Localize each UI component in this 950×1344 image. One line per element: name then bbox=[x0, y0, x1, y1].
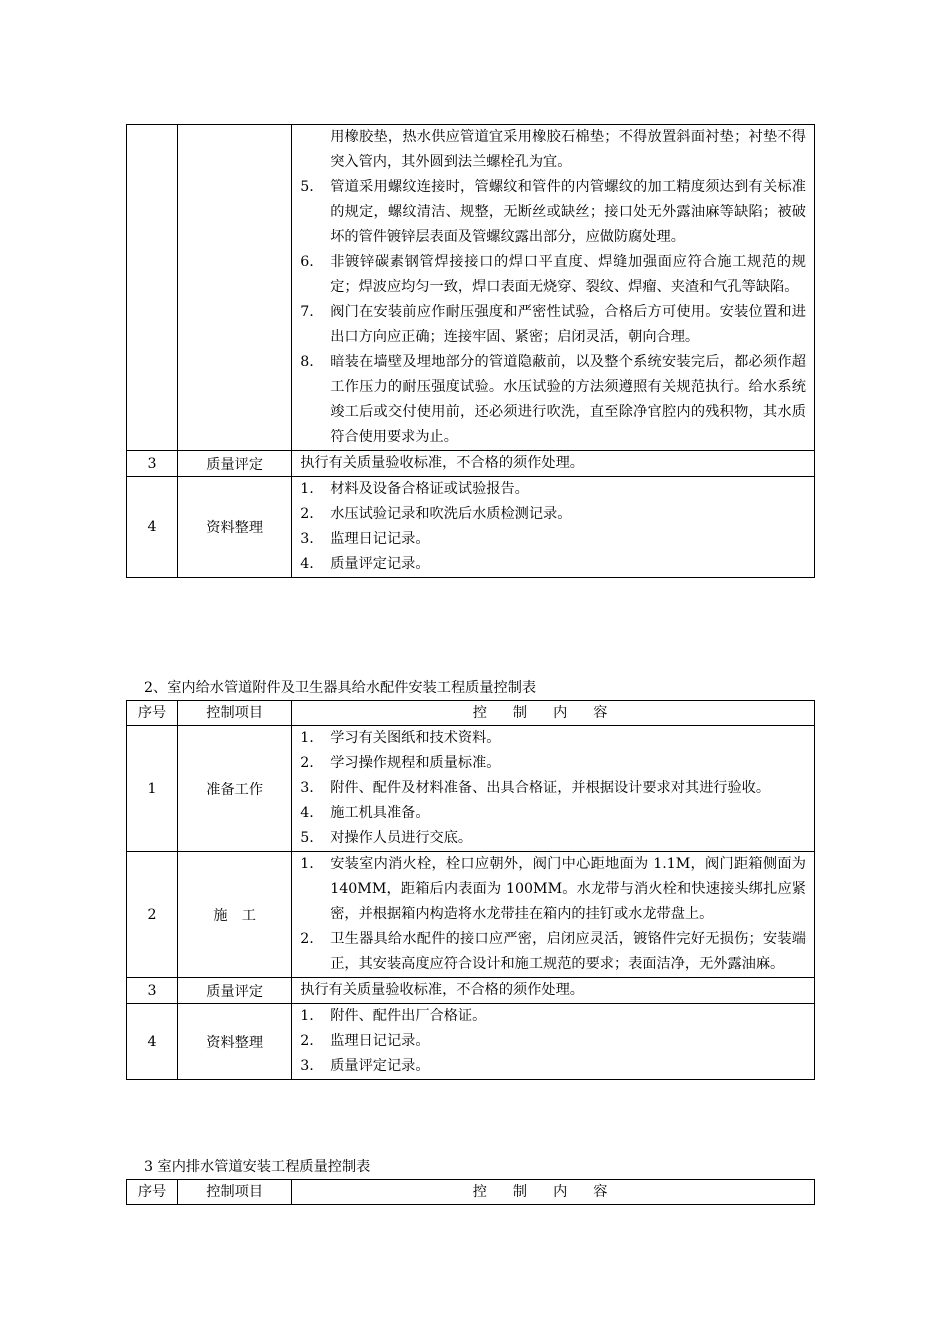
list-item: 5. 管道采用螺纹连接时，管螺纹和管件的内管螺纹的加工精度须达到有关标准的规定，螺纹清洁、规整，无断丝或缺丝；接口处无外露油麻等缺陷；被破坏的管件镀锌层表面及管螺纹露出部分，应做防腐处理。 bbox=[300, 179, 806, 245]
table-3 bbox=[126, 1179, 815, 1205]
table-header-row: 序号 控制项目 控制内容 bbox=[127, 1180, 815, 1205]
list-item: 1. 材料及设备合格证或试验报告。 bbox=[300, 481, 529, 497]
list-item: 2. 监理日记记录。 bbox=[300, 1033, 430, 1049]
table-1-continued bbox=[126, 124, 815, 578]
table-row: 1 准备工作 1. 学习有关图纸和技术资料。 2. 学习操作规程和质量标准。 3. 附件、配件及材料准备、出具合格证，并根据设计要求对其进行验收。 4. 施工机具准备。 5. 对操作人员进行交底。 bbox=[127, 726, 815, 852]
table-row: 4 资料整理 1. 材料及设备合格证或试验报告。 2. 水压试验记录和吹洗后水质检测记录。 3. 监理日记记录。 4. 质量评定记录。 bbox=[127, 477, 815, 578]
table-3-caption: 3 室内排水管道安装工程质量控制表 bbox=[144, 1159, 371, 1175]
list-item: 6. 非镀锌碳素钢管焊接接口的焊口平直度、焊缝加强面应符合施工规范的规定；焊波应均匀一致，焊口表面无烧穿、裂纹、焊瘤、夹渣和气孔等缺陷。 bbox=[300, 254, 806, 295]
table-row: 3 质量评定 执行有关质量验收标准，不合格的须作处理。 bbox=[127, 451, 815, 477]
list-item: 5. 对操作人员进行交底。 bbox=[300, 830, 473, 846]
list-item: 2. 卫生器具给水配件的接口应严密，启闭应灵活，镀铬件完好无损伤；安装端正，其安装高度应符合设计和施工规范的要求；表面洁净，无外露油麻。 bbox=[300, 931, 806, 972]
list-item: 2. 水压试验记录和吹洗后水质检测记录。 bbox=[300, 506, 572, 522]
list-item: 用橡胶垫，热水供应管道宜采用橡胶石棉垫；不得放置斜面衬垫；衬垫不得突入管内，其外圆到法兰螺栓孔为宜。 bbox=[330, 129, 806, 170]
table-header-row: 序号 控制项目 控制内容 bbox=[127, 701, 815, 726]
list-item: 4. 施工机具准备。 bbox=[300, 805, 430, 821]
table-row: 4 资料整理 1. 附件、配件出厂合格证。 2. 监理日记记录。 3. 质量评定记录。 bbox=[127, 1004, 815, 1080]
table-row bbox=[127, 125, 815, 451]
list-item: 1. 学习有关图纸和技术资料。 bbox=[300, 730, 501, 746]
list-item: 4. 质量评定记录。 bbox=[300, 556, 430, 572]
list-item: 1. 附件、配件出厂合格证。 bbox=[300, 1008, 487, 1024]
list-item: 3. 质量评定记录。 bbox=[300, 1058, 430, 1074]
table-2 bbox=[126, 700, 815, 1080]
list-item: 3. 附件、配件及材料准备、出具合格证，并根据设计要求对其进行验收。 bbox=[300, 780, 771, 796]
list-item: 2. 学习操作规程和质量标准。 bbox=[300, 755, 501, 771]
list-item: 7. 阀门在安装前应作耐压强度和严密性试验，合格后方可使用。安装位置和进出口方向应正确；连接牢固、紧密；启闭灵活，朝向合理。 bbox=[300, 304, 806, 345]
table-row: 3 质量评定 执行有关质量验收标准，不合格的须作处理。 bbox=[127, 978, 815, 1004]
list-item: 1. 安装室内消火栓，栓口应朝外，阀门中心距地面为 1.1M，阀门距箱侧面为 140MM，距箱后内表面为 100MM。水龙带与消火栓和快速接头绑扎应紧密，并根据箱内构造将水龙带挂在箱内的挂钉或水龙带盘上。 bbox=[300, 856, 806, 922]
list-item: 8. 暗装在墙壁及埋地部分的管道隐蔽前，以及整个系统安装完后，都必须作超工作压力的耐压强度试验。水压试验的方法须遵照有关规范执行。给水系统竣工后或交付使用前，还必须进行吹洗，直至除净官腔内的残积物，其水质符合使用要求为止。 bbox=[300, 354, 806, 445]
table-row: 2 施 工 1. 安装室内消火栓，栓口应朝外，阀门中心距地面为 1.1M，阀门距箱侧面为 140MM，距箱后内表面为 100MM。水龙带与消火栓和快速接头绑扎应紧密，并根据箱内构造将水龙带挂在箱内的挂钉或水龙带盘上。 2. 卫生器具给水配件的接口应严密，启闭应灵活，镀铬件完好无损伤；安装端正，其安装高度应符合设计和施工规范的要求；表面洁净，无外露油麻。 bbox=[127, 852, 815, 978]
list-item: 3. 监理日记记录。 bbox=[300, 531, 430, 547]
table-2-caption: 2、室内给水管道附件及卫生器具给水配件安装工程质量控制表 bbox=[144, 680, 537, 696]
